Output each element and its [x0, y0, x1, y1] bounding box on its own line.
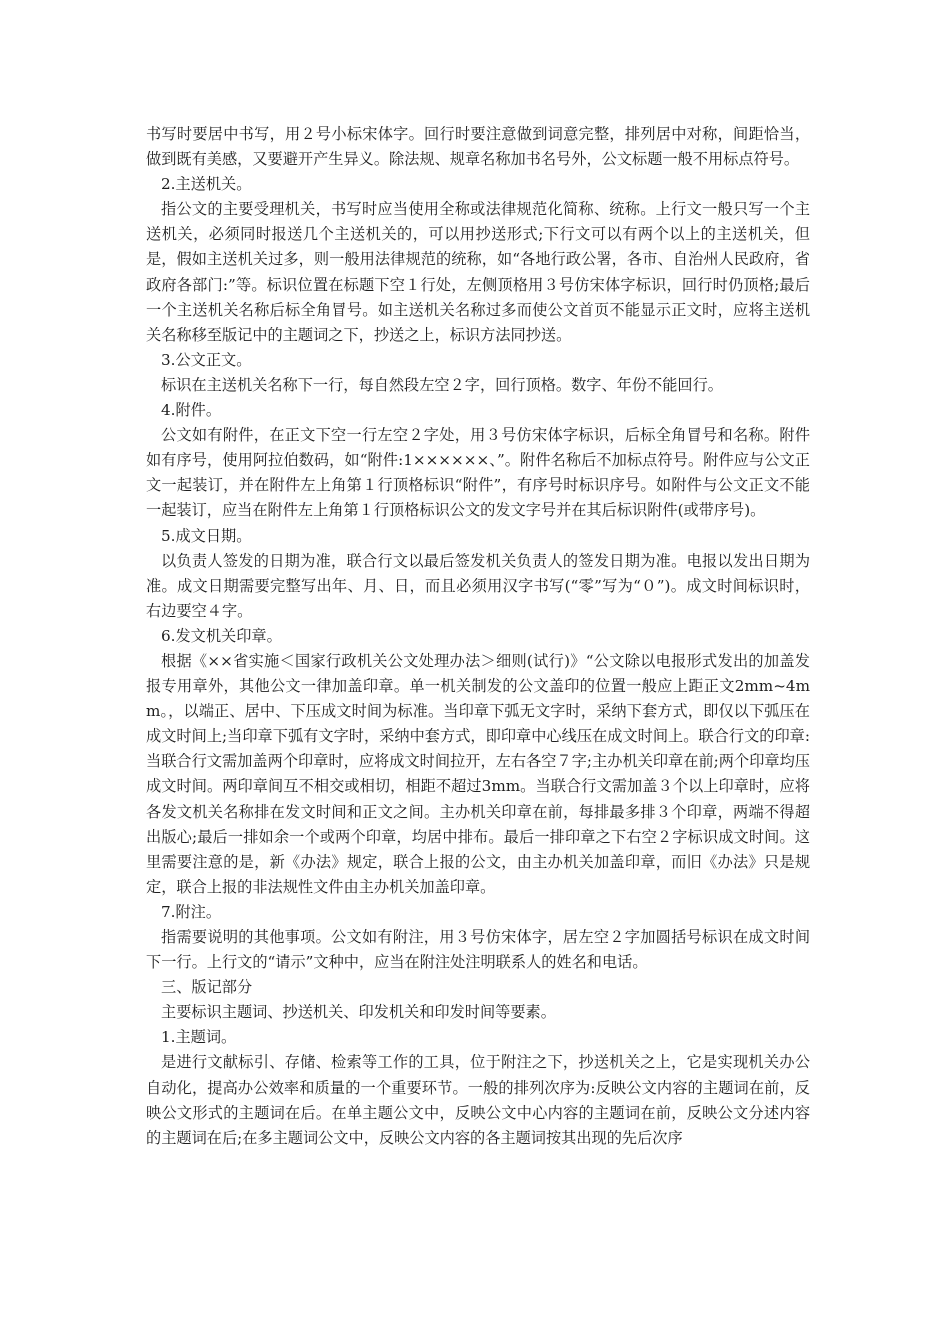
paragraph-record-section: 主要标识主题词、抄送机关、印发机关和印发时间等要素。 — [161, 1003, 556, 1022]
heading-issue-date: 5.成文日期。 — [161, 526, 252, 545]
document-body — [146, 122, 810, 1151]
paragraph-title-format: 书写时要居中书写，用２号小标宋体字。回行时要注意做到词意完整，排列居中对称，间距恰当，做到既有美感，又要避开产生异义。除法规、规章名称加书名号外，公文标题一般不用标点符号。 — [146, 125, 810, 169]
paragraph-note: 指需要说明的其他事项。公文如有附注，用３号仿宋体字，居左空２字加圆括号标识在成文时间下一行。上行文的“请示”文种中，应当在附注处注明联系人的姓名和电话。 — [146, 928, 810, 972]
heading-record-section: 三、版记部分 — [161, 978, 253, 997]
paragraph-subject-words: 是进行文献标引、存储、检索等工作的工具，位于附注之下，抄送机关之上，它是实现机关办公自动化，提高办公效率和质量的一个重要环节。一般的排列次序为:反映公文内容的主题词在前，反映公文形式的主题词在后。在单主题公文中，反映公文中心内容的主题词在前，反映公文分述内容的主题词在后;在多主题词公文中，反映公文内容的各主题词按其出现的先后次序 — [146, 1053, 810, 1147]
paragraph-issue-date: 以负责人签发的日期为准，联合行文以最后签发机关负责人的签发日期为准。电报以发出日期为准。成文日期需要完整写出年、月、日，而且必须用汉字书写(“零”写为“０”)。成文时间标识时，右边要空４字。 — [146, 551, 810, 620]
paragraph-main-recipient: 指公文的主要受理机关，书写时应当使用全称或法律规范化简称、统称。上行文一般只写一个主送机关，必须同时报送几个主送机关的，可以用抄送形式;下行文可以有两个以上的主送机关，但是，假如主送机关过多，则一般用法律规范的统称，如“各地行政公署，各市、自治州人民政府，省政府各部门:”等。标识位置在标题下空１行处，左侧顶格用３号仿宋体字标识，回行时仍顶格;最后一个主送机关名称后标全角冒号。如主送机关名称过多而使公文首页不能显示正文时，应将主送机关名称移至版记中的主题词之下，抄送之上，标识方法同抄送。 — [146, 200, 810, 344]
heading-subject-words: 1.主题词。 — [161, 1028, 237, 1047]
heading-main-recipient: 2.主送机关。 — [161, 175, 252, 194]
paragraph-attachment: 公文如有附件，在正文下空一行左空２字处，用３号仿宋体字标识，后标全角冒号和名称。附件如有序号，使用阿拉伯数码，如“附件:1××××××、”。附件名称后不加标点符号。附件应与公文正文一起装订，并在附件左上角第１行顶格标识“附件”，有序号时标识序号。如附件与公文正文不能一起装订，应当在附件左上角第１行顶格标识公文的发文字号并在其后标识附件(或带序号)。 — [146, 426, 810, 520]
paragraph-body-text: 标识在主送机关名称下一行，每自然段左空２字，回行顶格。数字、年份不能回行。 — [161, 375, 723, 394]
heading-attachment: 4.附件。 — [161, 401, 222, 420]
heading-note: 7.附注。 — [161, 902, 222, 921]
heading-seal: 6.发文机关印章。 — [161, 626, 282, 645]
paragraph-seal: 根据《××省实施＜国家行政机关公文处理办法＞细则(试行)》“公文除以电报形式发出的加盖发报专用章外，其他公文一律加盖印章。单一机关制发的公文盖印的位置一般应上距正文2mm~4mm。，以端正、居中、下压成文时间为标准。当印章下弧无文字时，采纳下套方式，即仅以下弧压在成文时间上;当印章下弧有文字时，采纳中套方式，即印章中心线压在成文时间上。联合行文的印章:当联合行文需加盖两个印章时，应将成文时间拉开，左右各空７字;主办机关印章在前;两个印章均压成文时间。两印章间互不相交或相切，相距不超过3mm。当联合行文需加盖３个以上印章时，应将各发文机关名称排在发文时间和正文之间。主办机关印章在前，每排最多排３个印章，两端不得超出版心;最后一排如余一个或两个印章，均居中排布。最后一排印章之下右空２字标识成文时间。这里需要注意的是，新《办法》规定，联合上报的公文，由主办机关加盖印章，而旧《办法》只是规定，联合上报的非法规性文件由主办机关加盖印章。 — [146, 651, 810, 896]
heading-body-text: 3.公文正文。 — [161, 350, 252, 369]
